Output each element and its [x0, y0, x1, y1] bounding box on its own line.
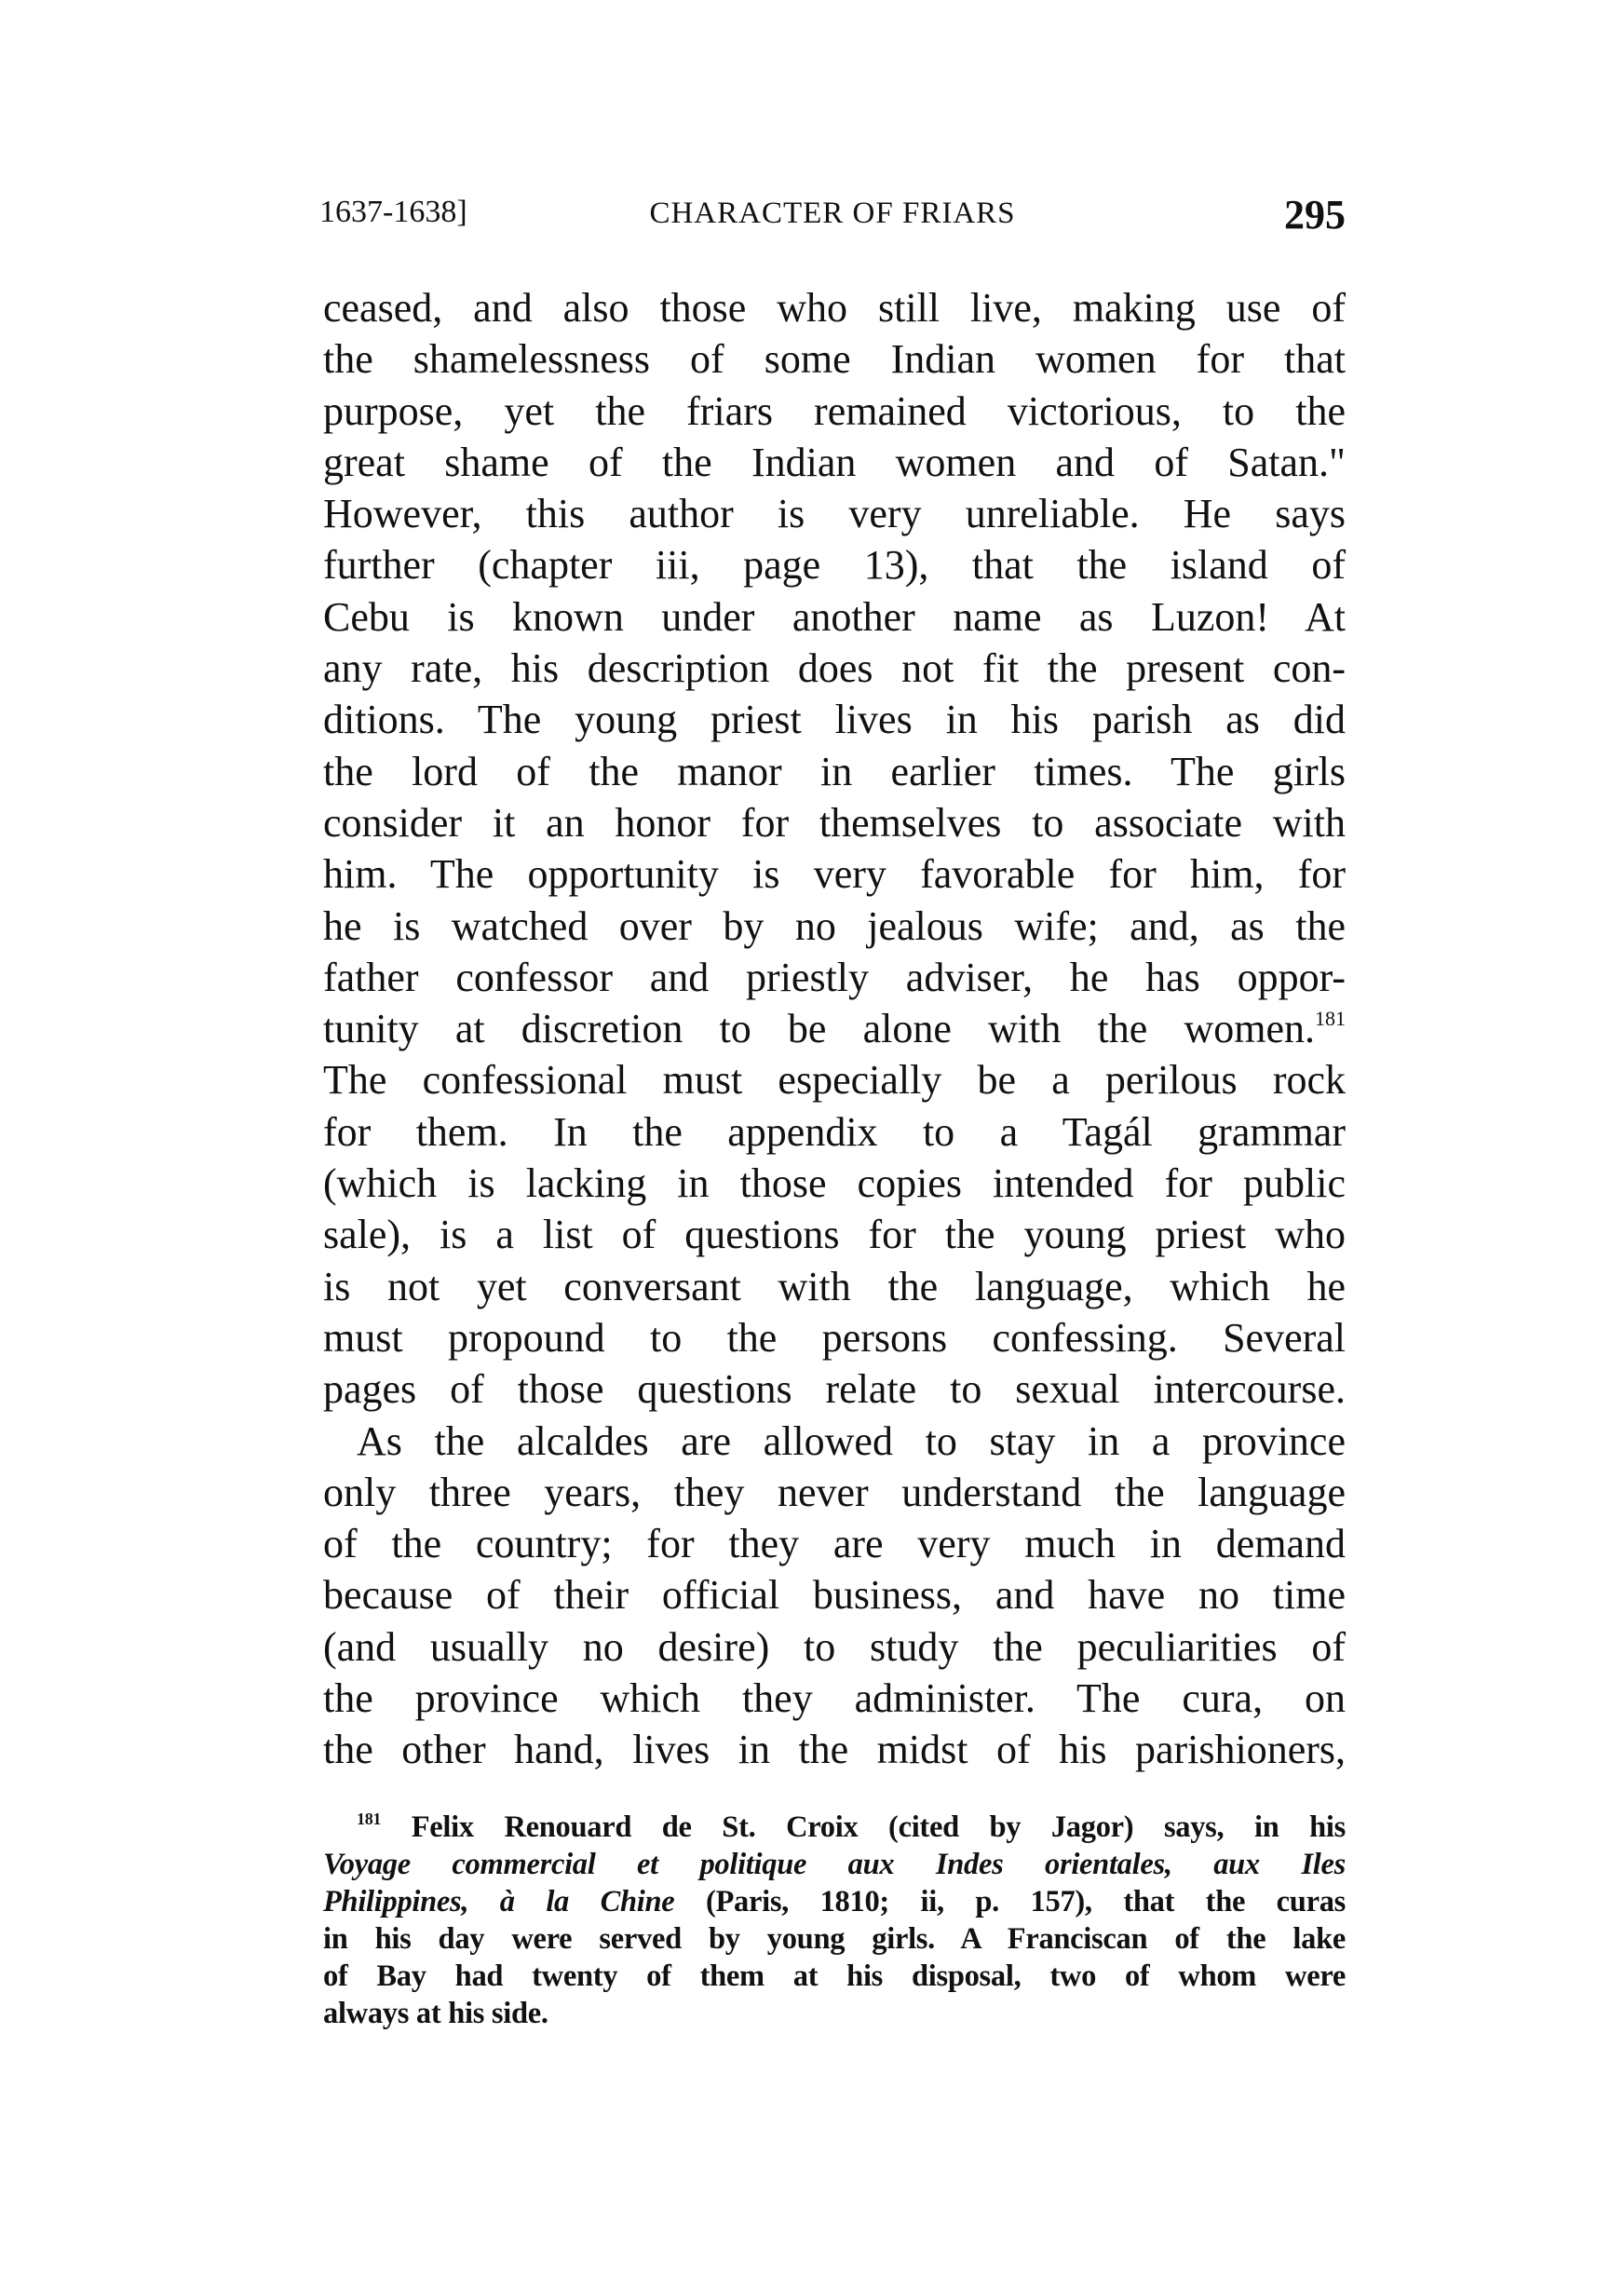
text-line	[323, 1467, 1346, 1518]
footnote	[323, 1809, 1346, 2032]
text-line	[323, 694, 1346, 745]
text-line	[323, 643, 1346, 694]
footnote-line	[323, 1846, 1346, 1883]
footnote-marker: 181	[357, 1810, 382, 1828]
text-line-content: him. The opportunity is very favorable for him, for	[323, 851, 1346, 898]
text-line-content: for them. In the appendix to a Tagál grammar	[323, 1108, 1346, 1155]
text-line-content: further (chapter iii, page 13), that the island of	[323, 542, 1346, 589]
text-line-content: However, this author is very unreliable. He says	[323, 491, 1346, 537]
text-line-content: the province which they administer. The cura, on	[323, 1675, 1346, 1722]
text-line-content: must propound to the persons confessing. Several	[323, 1314, 1346, 1361]
footnote-text: always at his side.	[323, 1997, 548, 2030]
footnote-reference: 181	[1315, 1007, 1346, 1031]
text-line-content: of the country; for they are very much in demand	[323, 1521, 1346, 1567]
text-line-content: (which is lacking in those copies intended for public	[323, 1160, 1346, 1207]
text-line	[323, 746, 1346, 797]
text-line	[323, 1416, 1346, 1467]
footnote-text: Felix Renouard de St. Croix (cited by Jagor) says, in his	[381, 1810, 1346, 1844]
footnote-line	[323, 1958, 1346, 1995]
text-line	[323, 282, 1346, 333]
text-line	[323, 1312, 1346, 1363]
text-line-content: ditions. The young priest lives in his parish as did	[323, 697, 1346, 743]
footnote-line	[323, 1995, 1346, 2032]
text-line	[323, 333, 1346, 385]
footnote-text: of Bay had twenty of them at his disposal, two of whom were	[323, 1959, 1346, 1993]
text-line	[323, 1621, 1346, 1673]
text-line-content: purpose, yet the friars remained victorious, to the	[323, 387, 1346, 434]
footnote-italic-title: Voyage commercial et politique aux Indes orientales, aux Iles	[323, 1848, 1346, 1881]
text-line	[323, 952, 1346, 1003]
footnote-line	[323, 1883, 1346, 1920]
header-title: CHARACTER OF FRIARS	[649, 197, 1016, 230]
text-line-content: consider it an honor for themselves to associate with	[323, 799, 1346, 846]
text-line	[323, 1569, 1346, 1620]
text-line-content: the other hand, lives in the midst of his parishioners,	[323, 1727, 1346, 1773]
text-line	[323, 1261, 1346, 1312]
text-line	[323, 1158, 1346, 1209]
text-line	[323, 386, 1346, 437]
text-line	[323, 1673, 1346, 1724]
text-line	[323, 1106, 1346, 1158]
text-line	[323, 1518, 1346, 1569]
text-line	[323, 848, 1346, 900]
body-text	[323, 282, 1346, 1776]
text-line-content: he is watched over by no jealous wife; and, as the	[323, 902, 1346, 949]
text-line	[323, 1054, 1346, 1105]
footnote-text: in his day were served by young girls. A Franciscan of the lake	[323, 1922, 1346, 1956]
text-line-content: father confessor and priestly adviser, he has oppor-	[323, 954, 1346, 1000]
text-line-content: the lord of the manor in earlier times. The girls	[323, 748, 1346, 794]
text-line-content: (and usually no desire) to study the peculiarities of	[323, 1623, 1346, 1670]
text-line	[323, 1209, 1346, 1260]
text-line-content: because of their official business, and have no time	[323, 1572, 1346, 1619]
text-line-content: ceased, and also those who still live, making use of	[323, 285, 1346, 331]
text-line	[323, 1363, 1346, 1415]
running-header	[319, 191, 1346, 243]
text-line-content: The confessional must especially be a perilous rock	[323, 1057, 1346, 1104]
footnote-text: (Paris, 1810; ii, p. 157), that the curas	[674, 1885, 1346, 1918]
text-line	[323, 591, 1346, 643]
text-line-content: As the alcaldes are allowed to stay in a province	[357, 1417, 1346, 1464]
text-line	[323, 437, 1346, 488]
text-line	[323, 1003, 1346, 1054]
text-line	[323, 797, 1346, 848]
text-line-content: any rate, his description does not fit the present con-	[323, 645, 1346, 692]
text-line-content: only three years, they never understand the language	[323, 1469, 1346, 1515]
text-line-content: sale), is a list of questions for the young priest who	[323, 1212, 1346, 1258]
text-line-content: the shamelessness of some Indian women for that	[323, 336, 1346, 383]
text-line	[323, 488, 1346, 539]
text-line-content: Cebu is known under another name as Luzon! At	[323, 593, 1346, 640]
text-line-content: pages of those questions relate to sexual intercourse.	[323, 1366, 1346, 1413]
page-number: 295	[1284, 192, 1346, 237]
footnote-line	[323, 1809, 1346, 1846]
header-date-range: 1637-1638]	[319, 195, 467, 229]
text-line	[323, 901, 1346, 952]
footnote-line	[323, 1920, 1346, 1958]
footnote-italic-title: Philippines, à la Chine	[323, 1885, 675, 1918]
text-line	[323, 539, 1346, 590]
text-line	[323, 1724, 1346, 1775]
text-line-content: tunity at discretion to be alone with the women.	[323, 1006, 1315, 1052]
text-line-content: is not yet conversant with the language, which he	[323, 1263, 1346, 1309]
text-line-content: great shame of the Indian women and of Satan."	[323, 439, 1346, 485]
